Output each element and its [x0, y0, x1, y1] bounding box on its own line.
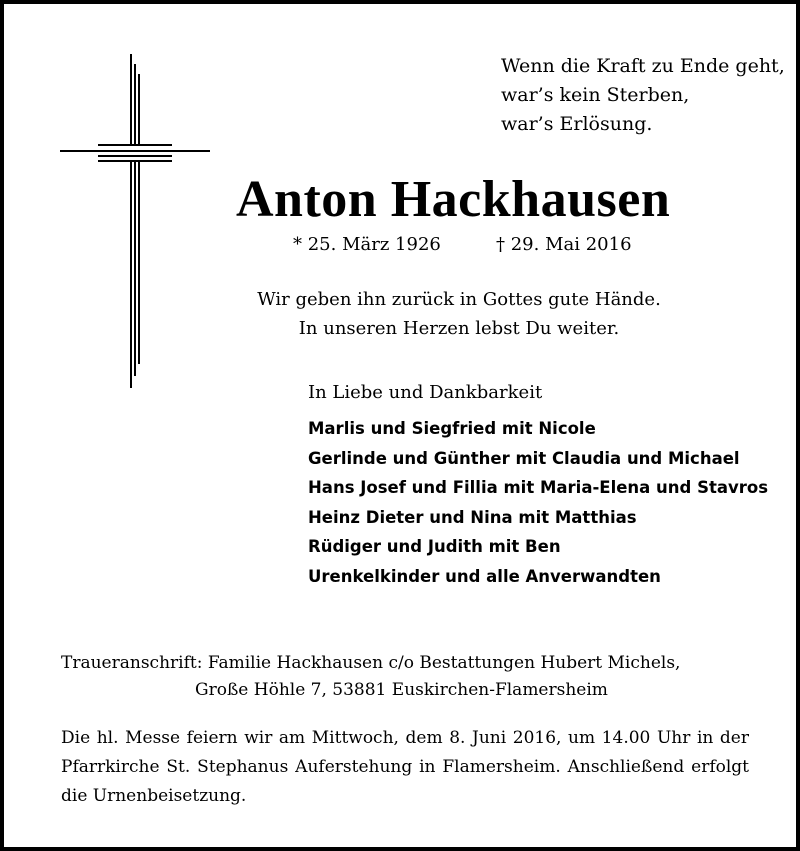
- motto-line: war’s kein Sterben,: [501, 84, 690, 106]
- mourner-entry: Rüdiger und Judith mit Ben: [308, 537, 561, 556]
- mourner-entry: Gerlinde und Günther mit Claudia und Michael: [308, 448, 740, 468]
- motto-verse: [501, 52, 785, 139]
- death-date: † 29. Mai 2016: [496, 234, 632, 255]
- motto-line: war’s Erlösung.: [501, 113, 653, 135]
- mourners-intro: In Liebe und Dankbarkeit: [308, 382, 543, 403]
- mourners-list: [308, 414, 768, 591]
- deceased-name: Anton Hackhausen: [236, 171, 671, 228]
- mourner-entry: Marlis und Siegfried mit Nicole: [308, 419, 596, 438]
- address-line-1: Traueranschrift: Familie Hackhausen c/o Bestattungen Hubert Michels,: [61, 653, 681, 673]
- address-line-2: Große Höhle 7, 53881 Euskirchen-Flamersheim: [195, 680, 608, 700]
- mourning-address: [61, 650, 680, 704]
- service-announcement: Die hl. Messe feiern wir am Mittwoch, dem 8. Juni 2016, um 14.00 Uhr in der Pfarrkirche St. Stephanus Auferstehung in Flamersheim. Anschließend erfolgt die Urnenbeisetzung.: [61, 728, 749, 806]
- faith-text: [234, 285, 684, 343]
- mourner-entry: Hans Josef und Fillia mit Maria-Elena und Stavros: [308, 478, 769, 497]
- faith-line: Wir geben ihn zurück in Gottes gute Hände.: [257, 289, 661, 310]
- faith-line: In unseren Herzen lebst Du weiter.: [298, 318, 620, 339]
- mourner-entry: Urenkelkinder und alle Anverwandten: [308, 566, 661, 586]
- birth-date: * 25. März 1926: [293, 234, 441, 255]
- motto-line: Wenn die Kraft zu Ende geht,: [501, 55, 785, 77]
- cross-icon: [58, 54, 214, 390]
- mourner-entry: Heinz Dieter und Nina mit Matthias: [308, 507, 637, 527]
